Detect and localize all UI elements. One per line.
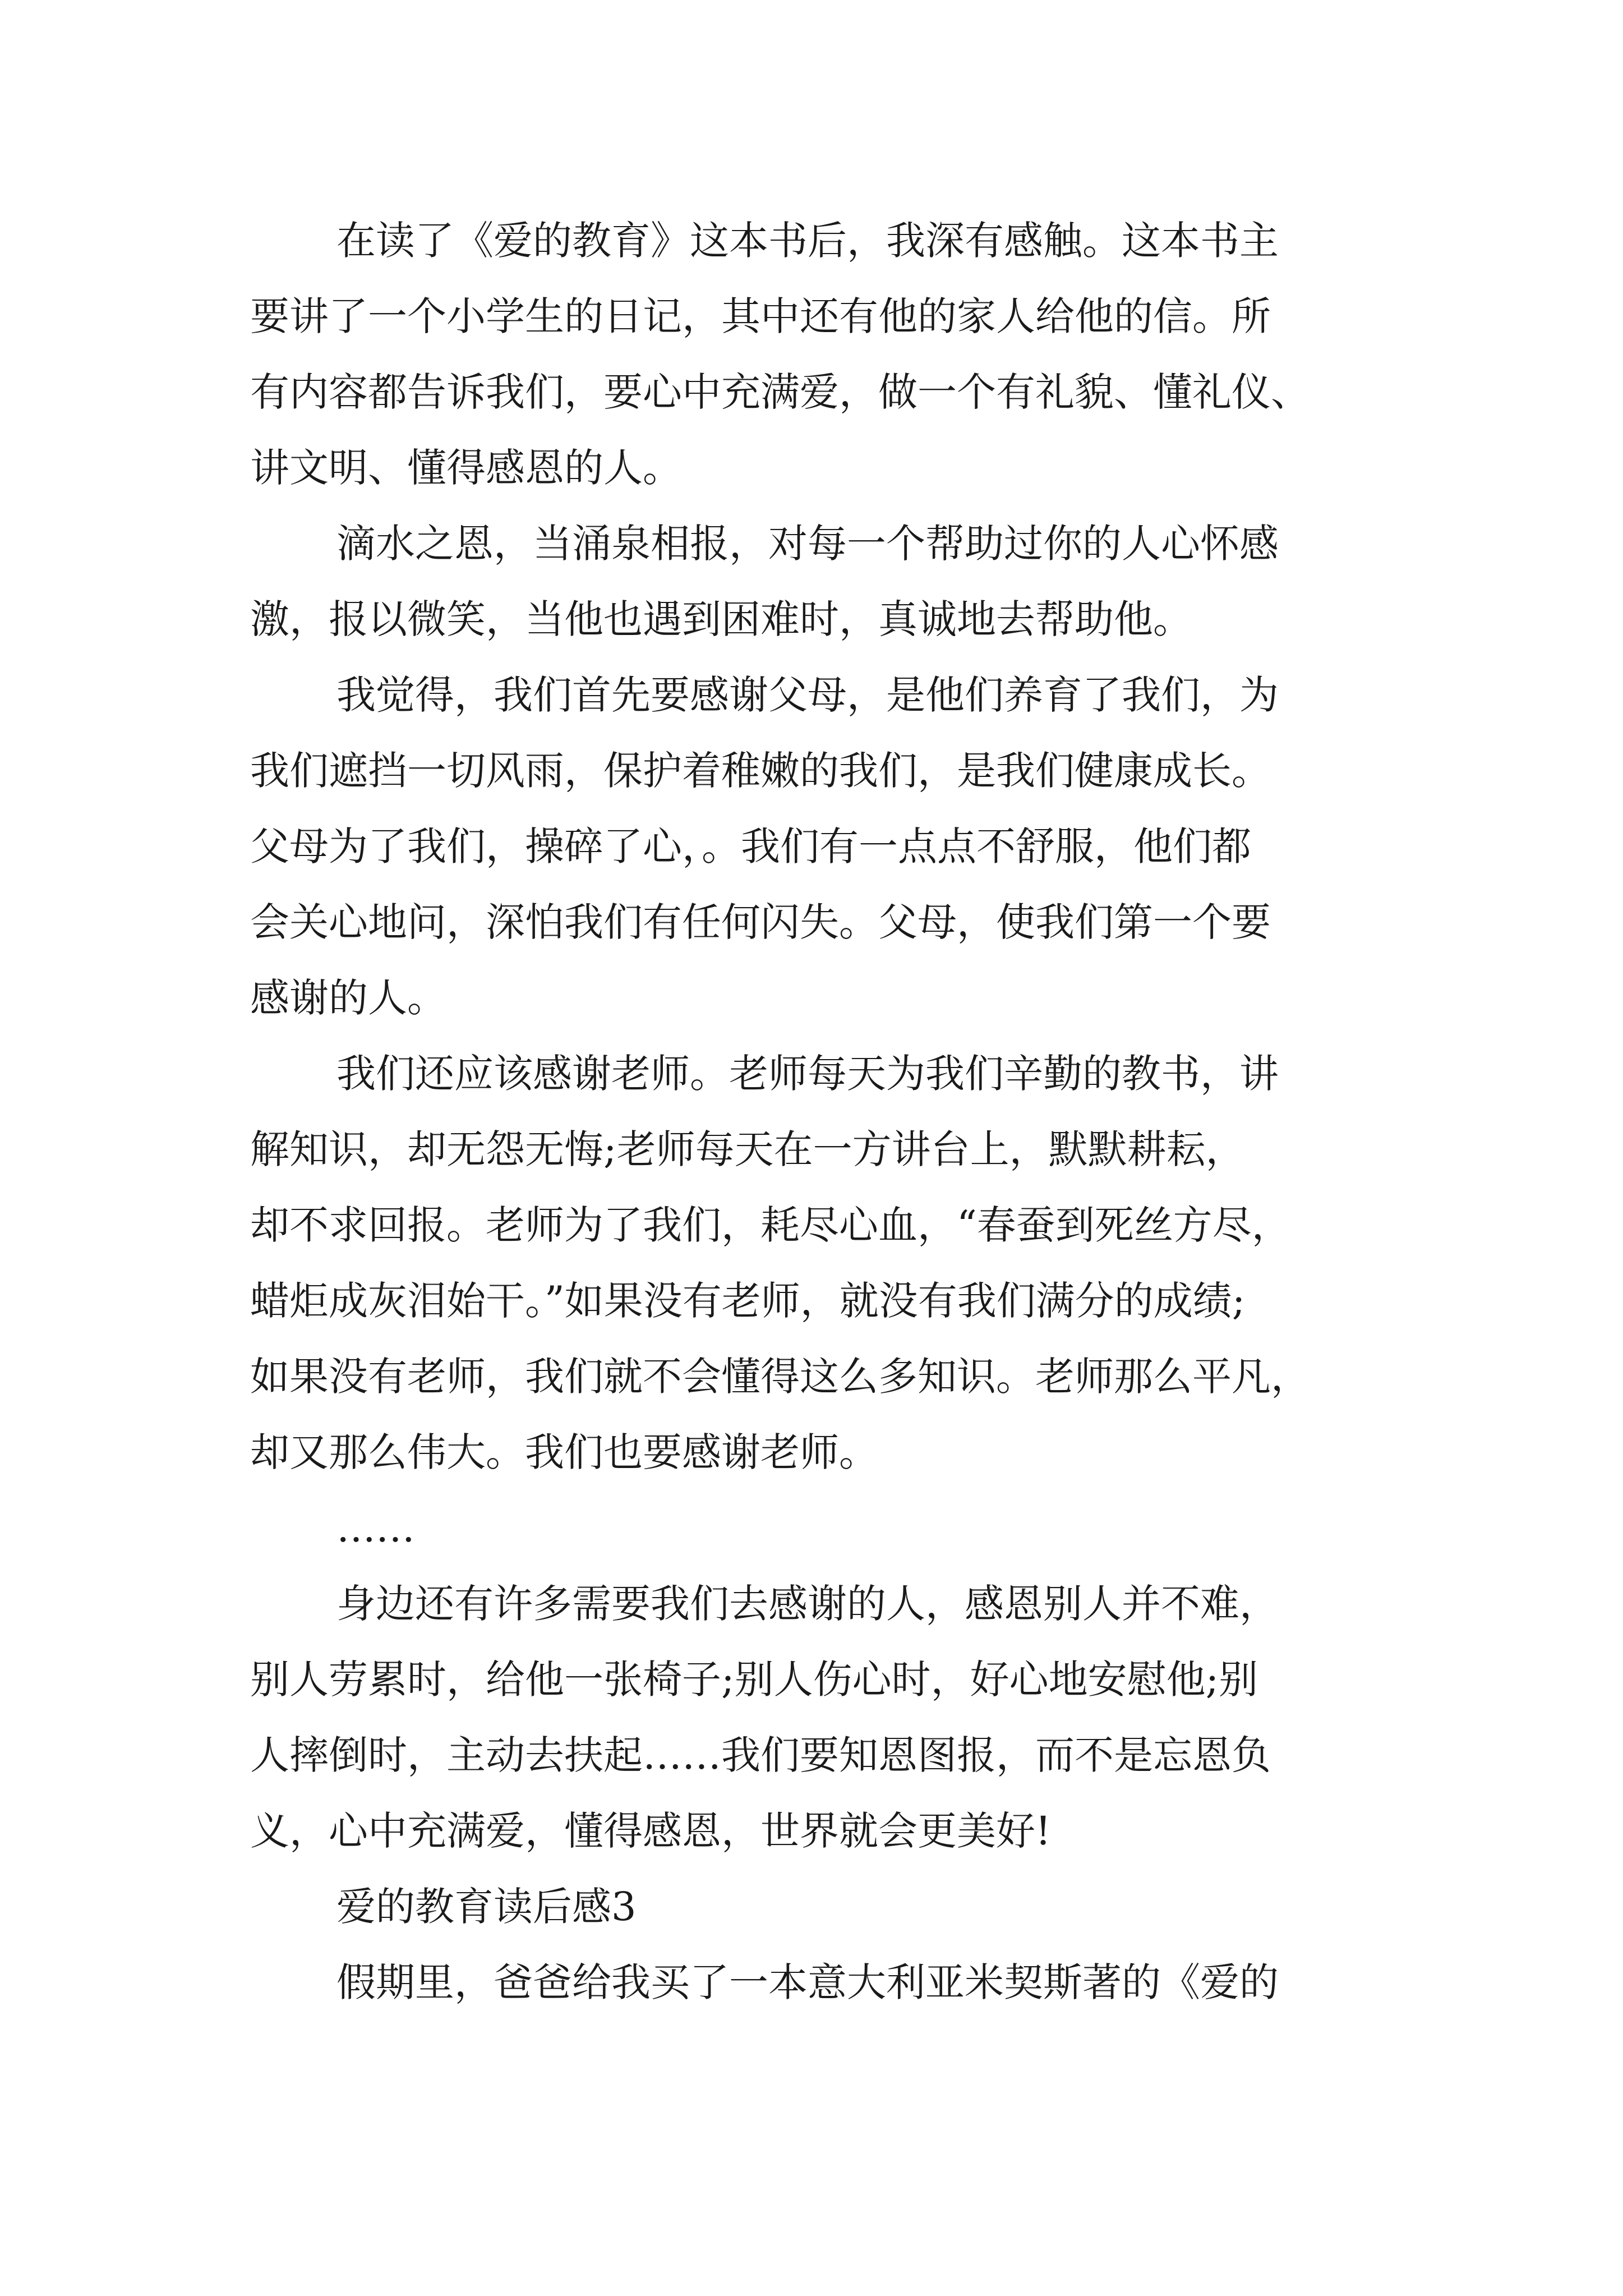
text-line-2: 要讲了一个小学生的日记，其中还有他的家人给他的信。所 [250,293,1271,339]
text-line-11: 感谢的人。 [250,975,446,1021]
text-line-6: 激，报以微笑，当他也遇到困难时，真诚地去帮助他。 [250,596,1192,642]
text-line-17: 却又那么伟大。我们也要感谢老师。 [250,1429,878,1475]
text-line-12: 我们还应该感谢老师。老师每天为我们辛勤的教书，讲 [336,1051,1279,1097]
text-line-3: 有内容都告诉我们，要心中充满爱，做一个有礼貌、懂礼仪、 [250,369,1310,415]
text-line-4: 讲文明、懂得感恩的人。 [250,445,682,491]
section-heading: 爱的教育读后感3 [336,1884,637,1930]
text-line-15: 蜡炬成灰泪始干。”如果没有老师，就没有我们满分的成绩; [250,1278,1246,1324]
ellipsis-line: …… [336,1505,415,1551]
text-line-9: 父母为了我们，操碎了心，。我们有一点点不舒服，他们都 [250,823,1251,869]
text-line-16: 如果没有老师，我们就不会懂得这么多知识。老师那么平凡， [250,1354,1310,1400]
text-line-1: 在读了《爱的教育》这本书后，我深有感触。这本书主 [336,218,1279,264]
text-line-10: 会关心地问，深怕我们有任何闪失。父母，使我们第一个要 [250,899,1271,945]
text-line-20: 人摔倒时，主动去扶起……我们要知恩图报，而不是忘恩负 [250,1732,1271,1778]
text-line-18: 身边还有许多需要我们去感谢的人，感恩别人并不难， [336,1581,1279,1627]
text-line-22: 假期里，爸爸给我买了一本意大利亚米契斯著的《爱的 [336,1959,1279,2005]
text-line-7: 我觉得，我们首先要感谢父母，是他们养育了我们，为 [336,672,1279,718]
text-line-14: 却不求回报。老师为了我们，耗尽心血，“春蚕到死丝方尽， [250,1202,1291,1248]
text-line-8: 我们遮挡一切风雨，保护着稚嫩的我们，是我们健康成长。 [250,748,1271,794]
text-line-5: 滴水之恩，当涌泉相报，对每一个帮助过你的人心怀感 [336,521,1279,567]
text-line-21: 义，心中充满爱，懂得感恩，世界就会更美好! [250,1808,1052,1854]
text-line-13: 解知识，却无怨无悔;老师每天在一方讲台上，默默耕耘， [250,1126,1245,1172]
text-line-19: 别人劳累时，给他一张椅子;别人伤心时，好心地安慰他;别 [250,1657,1258,1703]
